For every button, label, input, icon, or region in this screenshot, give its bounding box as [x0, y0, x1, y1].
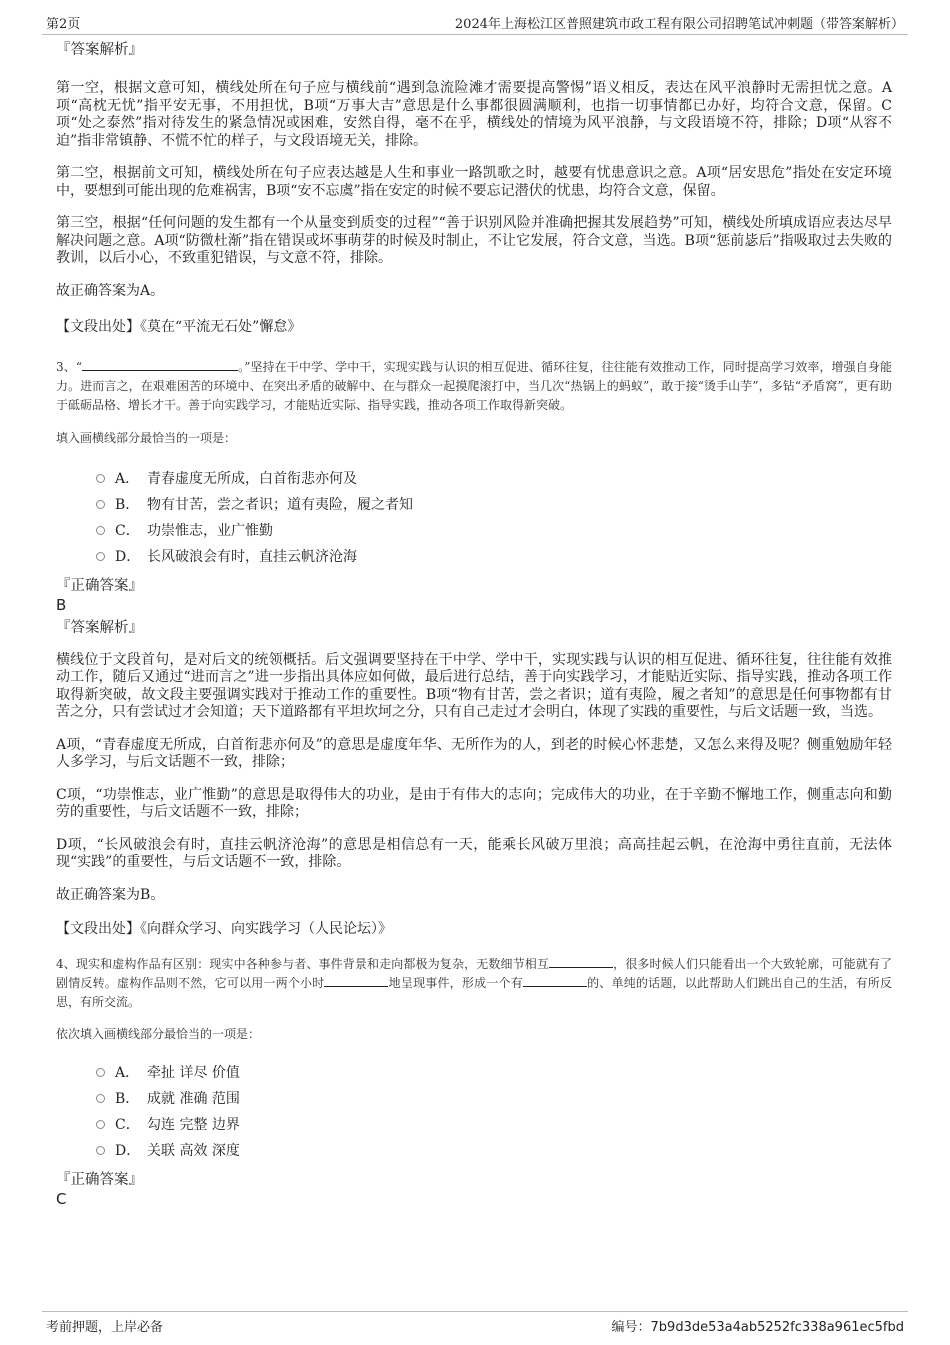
document-code-value: 7b9d3de53a4ab5252fc338a961ec5fbd: [650, 1320, 904, 1335]
q3-analysis-p3: C项，“功崇惟志，业广惟勤”的意思是取得伟大的功业，是由于有伟大的志向；完成伟大的功业，在于辛勤不懈地工作，侧重志向和勤劳的重要性，与后文话题不一致，排除；: [56, 786, 892, 820]
page-header: [42, 10, 908, 35]
q4-option-b[interactable]: B． 成就 准确 范围: [96, 1086, 892, 1112]
q4-option-d[interactable]: D． 关联 高效 深度: [96, 1138, 892, 1164]
q4-blank-3: [523, 974, 587, 987]
q3-stem: [56, 358, 892, 415]
q3-instruction: 填入画横线部分最恰当的一项是：: [56, 430, 237, 445]
q3-blank: [82, 358, 238, 371]
document-title: 2024年上海松江区普照建筑市政工程有限公司招聘笔试冲刺题（带答案解析）: [454, 17, 904, 32]
radio-icon[interactable]: [96, 474, 105, 483]
q4-option-c[interactable]: C． 勾连 完整 边界: [96, 1112, 892, 1138]
q4-stem: 4、现实和虚构作品有区别：现实中各种参与者、事件背景和走向都极为复杂，无数细节相互 ，很多时候人们只能看出一个大致轮廓，可能就有了剧情反转。虚构作品则不然，它可以用一两个小时 地呈现事件，形成一个有 的、单纯的话题，以此帮助人们跳出自己的生活，有所反思，有所交流。: [56, 956, 892, 1009]
q4-options: [56, 1060, 892, 1164]
q2-analysis-label: 『答案解析』: [56, 42, 143, 58]
q4-option-a[interactable]: A． 牵扯 详尽 价值: [96, 1060, 892, 1086]
q3-analysis-label: 『答案解析』: [56, 619, 143, 636]
q3-options: [56, 466, 892, 570]
footer-slogan: 考前押题，上岸必备: [46, 1320, 164, 1335]
q3-analysis-p2: A项，“青春虚度无所成，白首衔悲亦何及”的意思是虚度年华、无所作为的人，到老的时候心怀悲楚，又怎么来得及呢？侧重勉励年轻人多学习，与后文话题不一致，排除；: [56, 736, 892, 770]
page-number: 第2页: [46, 17, 81, 32]
q3-stem-text: 。”坚持在干中学、学中干，实现实践与认识的相互促进、循环往复，往往能有效推动工作，同时提高学习效率，增强自身能力。进而言之，在艰难困苦的环境中、在突出矛盾的破解中、在与群众一起摸爬滚打中，当几次“热锅上的蚂蚁”，敢于接“烫手山芋”，多钻“矛盾窝”，更有助于砥砺品格、增长才干。善于向实践学习，才能贴近实际、指导实践，推动各项工作取得新突破。: [56, 359, 892, 412]
q3-analysis-p4: D项，“长风破浪会有时，直挂云帆济沧海”的意思是相信总有一天，能乘长风破万里浪；高高挂起云帆，在沧海中勇往直前，无法体现“实践”的重要性，与后文话题不一致，排除。: [56, 836, 892, 870]
q3-number: 3、“: [56, 359, 82, 374]
q3-answer: B: [56, 595, 67, 614]
radio-icon[interactable]: [96, 1068, 105, 1077]
radio-icon[interactable]: [96, 1120, 105, 1129]
q4-blank-1: [549, 955, 613, 968]
q4-answer-label: 『正确答案』: [56, 1171, 143, 1188]
q4-blank-2: [324, 974, 388, 987]
radio-icon[interactable]: [96, 500, 105, 509]
q3-source: 【文段出处】《向群众学习、向实践学习（人民论坛）》: [56, 921, 392, 937]
q3-answer-label: 『正确答案』: [56, 577, 143, 594]
q2-analysis-p2: 第二空，根据前文可知，横线处所在句子应表达越是人生和事业一路凯歌之时，越要有忧患意识之意。A项“居安思危”指处在安定环境中，要想到可能出现的危难祸害，B项“安不忘虞”指在安定的时候不要忘记潜伏的忧患，均符合文意，保留。: [56, 165, 892, 199]
radio-icon[interactable]: [96, 526, 105, 535]
page-footer: [42, 1311, 908, 1336]
page-content: [56, 40, 892, 1209]
q3-analysis-p1: 横线位于文段首句，是对后文的统领概括。后文强调要坚持在干中学、学中干，实现实践与认识的相互促进、循环往复，往往能有效推动工作，随后又通过“进而言之”进一步指出具体应如何做，最后进行总结，善于向实践学习，才能贴近实际、指导实践，推动各项工作取得新突破，故文段主要强调实践对于推动工作的重要性。B项“物有甘苦，尝之者识；道有夷险，履之者知”的意思是任何事物都有甘苦之分，只有尝试过才会知道；天下道路都有平坦坎坷之分，只有自己走过才会明白，体现了实践的重要性，与后文话题一致，当选。: [56, 651, 892, 720]
q3-option-a[interactable]: A． 青春虚度无所成，白首衔悲亦何及: [96, 466, 892, 492]
q3-option-c[interactable]: C． 功崇惟志，业广惟勤: [96, 518, 892, 544]
q3-option-b[interactable]: B． 物有甘苦，尝之者识；道有夷险，履之者知: [96, 492, 892, 518]
q4-instruction: 依次填入画横线部分最恰当的一项是：: [56, 1026, 261, 1041]
q2-source: 【文段出处】《莫在“平流无石处”懈怠》: [56, 319, 302, 335]
q3-conclusion: 故正确答案为B。: [56, 886, 165, 903]
document-code: 编号：7b9d3de53a4ab5252fc338a961ec5fbd: [611, 1320, 904, 1335]
radio-icon[interactable]: [96, 1146, 105, 1155]
q2-conclusion: 故正确答案为A。: [56, 282, 165, 299]
radio-icon[interactable]: [96, 552, 105, 561]
q3-option-d[interactable]: D． 长风破浪会有时，直挂云帆济沧海: [96, 544, 892, 570]
q2-analysis-p1: 第一空，根据文意可知，横线处所在句子应与横线前“遇到急流险滩才需要提高警惕”语义相反，表达在风平浪静时无需担忧之意。A项“高枕无忧”指平安无事，不用担忧，B项“万事大吉”意思是什么事都很圆满顺利，也指一切事情都已办好，均符合文意，保留。C项“处之泰然”指对待发生的紧急情况或困难，安然自得，毫不在乎，横线处的情境为风平浪静，与文段语境不符，排除；D项“从容不迫”指非常镇静、不慌不忙的样子，与文段语境无关，排除。: [56, 80, 892, 149]
q2-analysis-p3: 第三空，根据“任何问题的发生都有一个从量变到质变的过程”“善于识别风险并准确把握其发展趋势”可知，横线处所填成语应表达尽早解决问题之意。A项“防微杜渐”指在错误或坏事萌芽的时候及时制止，不让它发展，符合文意，当选。B项“惩前毖后”指吸取过去失败的教训，以后小心，不致重犯错误，与文意不符，排除。: [56, 215, 892, 266]
q4-answer: C: [56, 1189, 67, 1208]
radio-icon[interactable]: [96, 1094, 105, 1103]
